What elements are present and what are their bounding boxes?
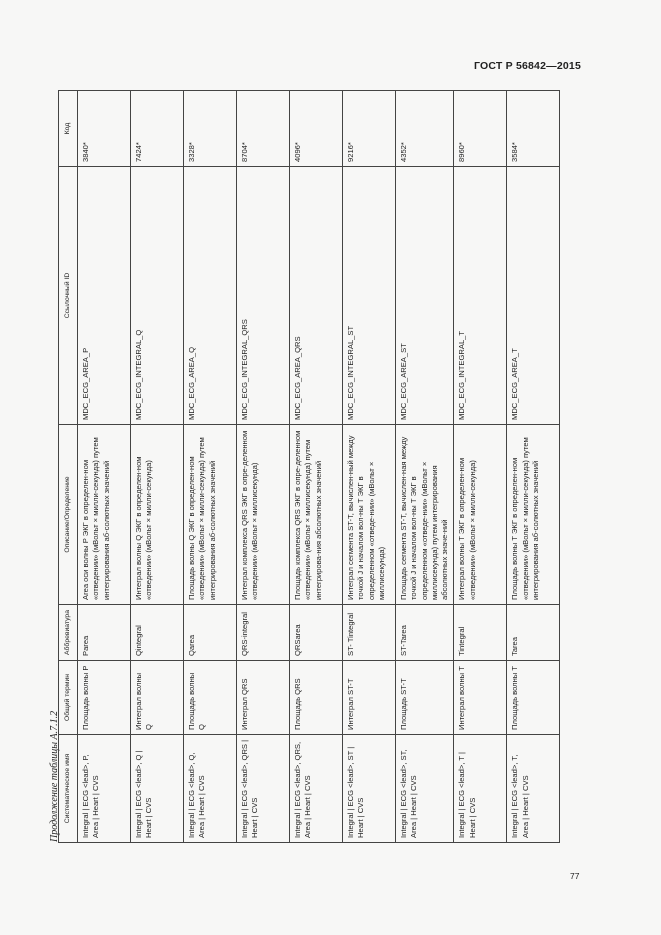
cell-abbr: Tarea: [507, 605, 560, 661]
column-header-ref-id: Ссылочный ID: [59, 167, 78, 425]
cell-description: Интеграл волны T ЭКГ в определен-ном «отведении» (мВольт × милли-секунда): [454, 425, 507, 605]
cell-systematic: Integral | ECG <lead>, T | Heart | CVS: [454, 735, 507, 843]
column-header-description: Описание/Определение: [59, 425, 78, 605]
cell-abbr: ST-Tarea: [396, 605, 454, 661]
cell-term: Площадь ST-T: [396, 661, 454, 735]
column-header-systematic: Систематическое имя: [59, 735, 78, 843]
page-number: 77: [570, 871, 580, 881]
table-row: [290, 91, 343, 843]
cell-ref-id: MDC_ECG_INTEGRAL_ST: [343, 167, 396, 425]
cell-code: 3584*: [507, 91, 560, 167]
cell-code: 3840*: [78, 91, 131, 167]
cell-term: Площадь волны P: [78, 661, 131, 735]
cell-term: Площадь волны T: [507, 661, 560, 735]
cell-abbr: Parea: [78, 605, 131, 661]
cell-ref-id: MDC_ECG_AREA_Q: [184, 167, 237, 425]
cell-term: Площадь QRS: [290, 661, 343, 735]
table-row: [78, 91, 131, 843]
cell-ref-id: MDC_ECG_AREA_P: [78, 167, 131, 425]
cell-ref-id: MDC_ECG_INTEGRAL_T: [454, 167, 507, 425]
table-row: [396, 91, 454, 843]
cell-code: 8960*: [454, 91, 507, 167]
cell-systematic: Integral | ECG <lead>, T, Area | Heart | CVS: [507, 735, 560, 843]
cell-systematic: Integral | ECG <lead>, P, Area | Heart | CVS: [78, 735, 131, 843]
cell-ref-id: MDC_ECG_AREA_QRS: [290, 167, 343, 425]
table-row: [237, 91, 290, 843]
table-row: [184, 91, 237, 843]
cell-description: Интеграл волны Q ЭКГ в определен-ном «отведении» (мВольт × милли-секунда): [131, 425, 184, 605]
terms-table: [58, 90, 560, 843]
cell-ref-id: MDC_ECG_INTEGRAL_QRS: [237, 167, 290, 425]
cell-code: 4096*: [290, 91, 343, 167]
cell-code: 4352*: [396, 91, 454, 167]
cell-description: Площадь сегмента ST-T, вычислен-ная между точкой J и началом вол-ны T ЭКГ в определенном «отведе-нии» (мВольт × миллисекунда) путем интегрирования абсолютных значе-ний: [396, 425, 454, 605]
cell-abbr: Tintegral: [454, 605, 507, 661]
cell-description: Интеграл комплекса QRS ЭКГ в опре-деленном «отведении» (мВольт × миллисекунда): [237, 425, 290, 605]
cell-systematic: Integral | ECG <lead>, ST, Area | Heart | CVS: [396, 735, 454, 843]
cell-term: Интеграл волны T: [454, 661, 507, 735]
cell-description: Интеграл сегмента ST-T, вычислен-ный между точкой J и началом вол-ны T ЭКГ в определенном «отведе-нии» (мВольт × миллисекунда): [343, 425, 396, 605]
cell-description: Area оси волны P ЭКГ в определен-ном «отведении» (мВольт × милли-секунда) путем интегрирования аб-солютных значений: [78, 425, 131, 605]
table-header-row: [59, 91, 78, 843]
cell-ref-id: MDC_ECG_INTEGRAL_Q: [131, 167, 184, 425]
table-row: [454, 91, 507, 843]
cell-ref-id: MDC_ECG_AREA_T: [507, 167, 560, 425]
standard-code: ГОСТ Р 56842—2015: [473, 60, 581, 72]
cell-abbr: QRSarea: [290, 605, 343, 661]
column-header-code: Код: [59, 91, 78, 167]
cell-code: 9216*: [343, 91, 396, 167]
column-header-abbr: Аббревиатура: [59, 605, 78, 661]
cell-description: Площадь волны Q ЭКГ в определен-ном «отведении» (мВольт × милли-секунда) путем интегрирования аб-солютных значений: [184, 425, 237, 605]
rotated-table-container: [58, 91, 555, 843]
table-caption: Продолжение таблицы А.7.1.2: [49, 710, 60, 842]
table-row: [343, 91, 396, 843]
cell-abbr: QRS-integral: [237, 605, 290, 661]
cell-code: 7424*: [131, 91, 184, 167]
cell-term: Площадь волны Q: [184, 661, 237, 735]
cell-abbr: Qarea: [184, 605, 237, 661]
table-row: [131, 91, 184, 843]
column-header-term: Общий термин: [59, 661, 78, 735]
cell-systematic: Integral | ECG <lead>, Q, Area | Heart | CVS: [184, 735, 237, 843]
cell-description: Площадь волны T ЭКГ в определен-ном «отведении» (мВольт × милли-секунда) путем интегрирования аб-солютных значений: [507, 425, 560, 605]
cell-code: 3328*: [184, 91, 237, 167]
cell-systematic: Integral | ECG <lead>, ST | Heart | CVS: [343, 735, 396, 843]
cell-systematic: Integral | ECG <lead>, Q | Heart | CVS: [131, 735, 184, 843]
cell-ref-id: MDC_ECG_AREA_ST: [396, 167, 454, 425]
cell-term: Интеграл волны Q: [131, 661, 184, 735]
cell-description: Площадь комплекса QRS ЭКГ в опре-деленном «отведении» (мВольт × миллисекунда) путем интегрирова-ния абсолютных значений: [290, 425, 343, 605]
cell-systematic: Integral | ECG <lead>, QRS, Area | Heart | CVS: [290, 735, 343, 843]
cell-term: Интеграл QRS: [237, 661, 290, 735]
cell-abbr: Qintegral: [131, 605, 184, 661]
cell-code: 8704*: [237, 91, 290, 167]
table-row: [507, 91, 560, 843]
cell-abbr: ST- Tintegral: [343, 605, 396, 661]
cell-systematic: Integral | ECG <lead>, QRS | Heart | CVS: [237, 735, 290, 843]
cell-term: Интеграл ST-T: [343, 661, 396, 735]
